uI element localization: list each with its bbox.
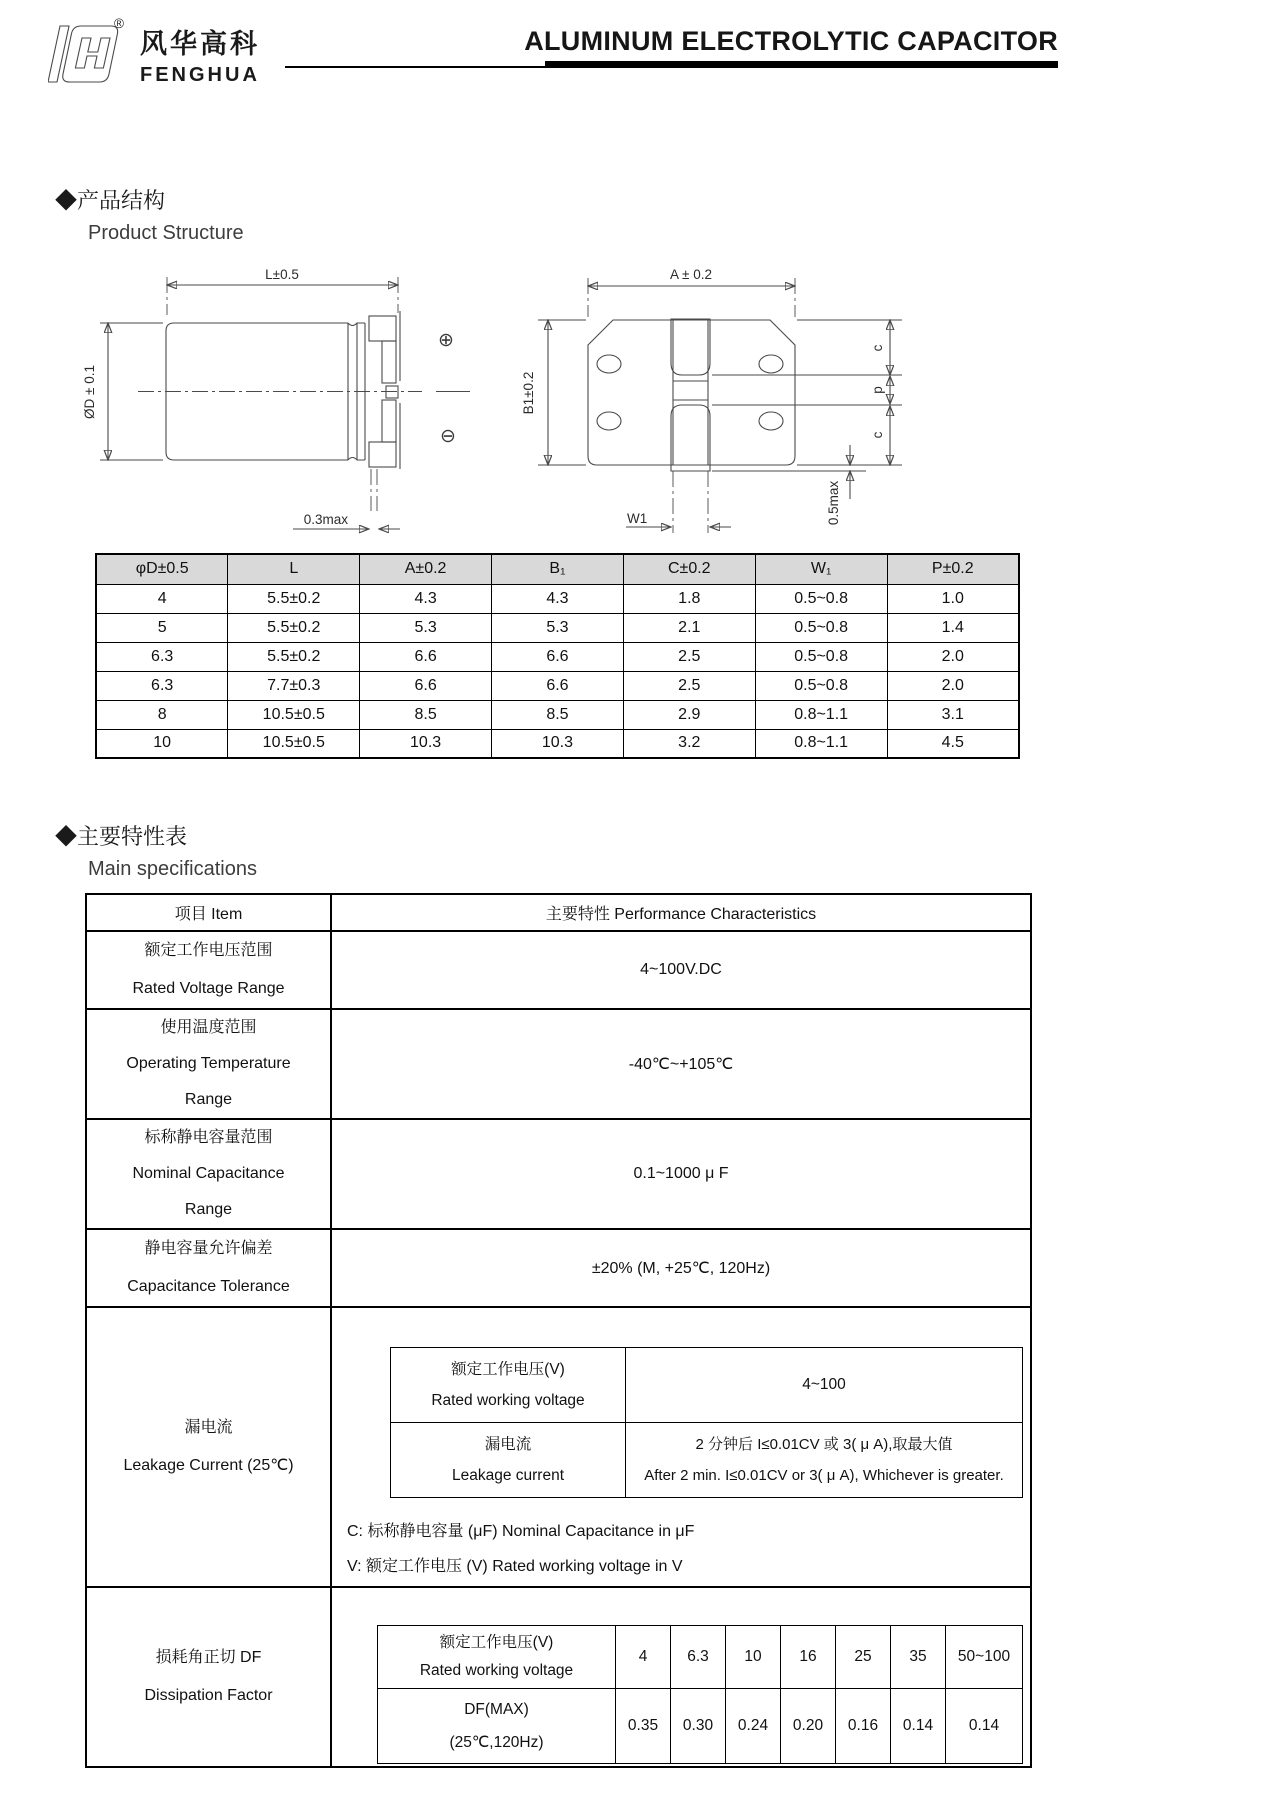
table-row <box>96 584 1019 613</box>
spec-row-dissipation-factor <box>86 1587 1031 1767</box>
leakage-formula-en: After 2 min. I≤0.01CV or 3( μ A), Whichever is greater. <box>644 1466 1004 1484</box>
spec-row-capacitance-tolerance <box>86 1229 1031 1307</box>
leakage-sub-current-en: Leakage current <box>451 1466 565 1484</box>
cap-tolerance-label-cn: 静电容量允许偏差 <box>144 1240 273 1257</box>
dim-cell: 1.8 <box>623 584 755 613</box>
dim-cell: 6.6 <box>360 642 492 671</box>
dim-col-header: W₁ <box>755 554 887 584</box>
leakage-note-c: C: 标称静电容量 (μF) Nominal Capacitance in μF <box>347 1522 695 1540</box>
table-row <box>96 700 1019 729</box>
section-heading-product-structure-cn: ◆产品结构 <box>55 188 166 213</box>
polarity-plus-icon: ⊕ <box>438 330 454 351</box>
drawing-side-view <box>60 253 430 545</box>
spec-row-nominal-capacitance <box>86 1119 1031 1229</box>
leakage-sub-row-current <box>391 1422 1023 1497</box>
section-heading-product-structure-en: Product Structure <box>88 222 244 244</box>
dim-label-a: A ± 0.2 <box>670 267 712 282</box>
main-specs-table-wrap <box>85 893 1032 1768</box>
df-value: 0.30 <box>671 1688 726 1763</box>
leakage-sub-row-voltage <box>391 1347 1023 1422</box>
dim-cell: 2.1 <box>623 613 755 642</box>
dim-cell: 6.6 <box>360 671 492 700</box>
op-temp-label-en1: Operating Temperature <box>126 1055 291 1072</box>
dim-cell: 10.5±0.5 <box>228 700 360 729</box>
table-row <box>96 671 1019 700</box>
df-voltage: 10 <box>726 1625 781 1688</box>
dim-col-header: A±0.2 <box>360 554 492 584</box>
dim-label-p: p <box>870 386 885 394</box>
dim-cell: 6.6 <box>492 671 624 700</box>
rated-voltage-label-en: Rated Voltage Range <box>132 980 285 997</box>
dim-cell: 0.5~0.8 <box>755 584 887 613</box>
df-label-en: Dissipation Factor <box>144 1687 273 1704</box>
df-value: 0.14 <box>946 1688 1023 1763</box>
dimension-table <box>95 553 1020 759</box>
main-specs-table <box>85 893 1032 1768</box>
rated-voltage-label-cn: 额定工作电压范围 <box>144 942 273 959</box>
spec-header-row <box>86 894 1031 931</box>
leakage-sub-voltage-value: 4~100 <box>626 1347 1023 1422</box>
dim-cell: 5.3 <box>492 613 624 642</box>
header-rule-thick <box>545 61 1058 66</box>
df-voltage: 6.3 <box>671 1625 726 1688</box>
df-sub-header-row <box>378 1625 1023 1688</box>
dim-cell: 6.3 <box>96 671 228 700</box>
leakage-label-en: Leakage Current (25℃) <box>123 1457 294 1474</box>
df-sub-voltage-en: Rated working voltage <box>419 1661 574 1679</box>
table-row <box>96 642 1019 671</box>
dim-cell: 3.1 <box>887 700 1019 729</box>
nominal-cap-label-en1: Nominal Capacitance <box>132 1165 285 1182</box>
registered-mark: ® <box>114 16 124 31</box>
dim-cell: 5 <box>96 613 228 642</box>
dim-label-c-bottom: c <box>870 431 885 439</box>
dim-cell: 4.3 <box>492 584 624 613</box>
dim-cell: 0.5~0.8 <box>755 642 887 671</box>
df-sub-table <box>377 1625 1023 1764</box>
leakage-formula-cn: 2 分钟后 I≤0.01CV 或 3( μ A),取最大值 <box>695 1435 953 1453</box>
rated-voltage-value: 4~100V.DC <box>331 931 1031 1009</box>
dim-cell: 0.8~1.1 <box>755 700 887 729</box>
df-voltage: 25 <box>836 1625 891 1688</box>
dim-label-diameter: ØD ± 0.1 <box>82 365 97 419</box>
table-row <box>96 729 1019 758</box>
page-title: ALUMINUM ELECTROLYTIC CAPACITOR <box>524 26 1058 56</box>
dim-col-header: C±0.2 <box>623 554 755 584</box>
dim-label-length: L±0.5 <box>265 267 299 282</box>
df-max-label: DF(MAX) <box>464 1700 529 1718</box>
op-temp-label-cn: 使用温度范围 <box>160 1019 257 1036</box>
df-voltage: 16 <box>781 1625 836 1688</box>
dimension-table-wrap <box>95 553 1022 759</box>
nominal-cap-label-cn: 标称静电容量范围 <box>144 1129 273 1146</box>
dim-cell: 10.5±0.5 <box>228 729 360 758</box>
df-voltage: 35 <box>891 1625 946 1688</box>
section-heading-main-specs-cn: ◆主要特性表 <box>55 824 188 849</box>
dim-cell: 2.9 <box>623 700 755 729</box>
df-value: 0.20 <box>781 1688 836 1763</box>
dim-col-header: P±0.2 <box>887 554 1019 584</box>
dim-cell: 4 <box>96 584 228 613</box>
dim-label-w1: W1 <box>627 511 648 526</box>
header-rule-thin <box>285 66 1058 68</box>
dim-cell: 4.3 <box>360 584 492 613</box>
dim-label-c-top: c <box>870 344 885 352</box>
dim-cell: 8.5 <box>360 700 492 729</box>
dim-label-standoff: 0.5max <box>826 480 841 526</box>
dim-cell: 10.3 <box>360 729 492 758</box>
dim-cell: 2.5 <box>623 642 755 671</box>
dim-cell: 6.3 <box>96 642 228 671</box>
dim-col-header: B₁ <box>492 554 624 584</box>
df-value: 0.24 <box>726 1688 781 1763</box>
dim-cell: 6.6 <box>492 642 624 671</box>
spec-row-operating-temperature <box>86 1009 1031 1119</box>
cap-tolerance-value: ±20% (M, +25℃, 120Hz) <box>331 1229 1031 1307</box>
polarity-minus-icon: ⊖ <box>440 426 456 447</box>
leakage-label-cn: 漏电流 <box>184 1419 233 1436</box>
df-sub-voltage-cn: 额定工作电压(V) <box>439 1633 554 1651</box>
df-sub-value-row <box>378 1688 1023 1763</box>
dim-cell: 2.5 <box>623 671 755 700</box>
dim-cell: 1.4 <box>887 613 1019 642</box>
dim-label-b1: B1±0.2 <box>521 371 536 415</box>
df-value: 0.35 <box>616 1688 671 1763</box>
nominal-cap-label-en2: Range <box>184 1201 233 1218</box>
dim-cell: 7.7±0.3 <box>228 671 360 700</box>
leakage-sub-voltage-cn: 额定工作电压(V) <box>451 1360 565 1378</box>
dim-cell: 10 <box>96 729 228 758</box>
brand-name-cn: 风华高科 <box>140 29 260 59</box>
op-temp-value: -40℃~+105℃ <box>331 1009 1031 1119</box>
leakage-sub-voltage-en: Rated working voltage <box>431 1391 585 1409</box>
dim-cell: 0.8~1.1 <box>755 729 887 758</box>
brand-name-en: FENGHUA <box>140 64 260 86</box>
dim-cell: 8.5 <box>492 700 624 729</box>
dim-label-gap: 0.3max <box>303 512 348 527</box>
dimension-table-header-row <box>96 554 1019 584</box>
drawing-bottom-view <box>430 253 1045 545</box>
dim-cell: 10.3 <box>492 729 624 758</box>
leakage-notes <box>347 1514 1030 1584</box>
cap-tolerance-label-en: Capacitance Tolerance <box>127 1278 290 1295</box>
leakage-note-v: V: 额定工作电压 (V) Rated working voltage in V <box>347 1557 683 1575</box>
spec-row-rated-voltage <box>86 931 1031 1009</box>
dim-cell: 5.5±0.2 <box>228 642 360 671</box>
dim-cell: 8 <box>96 700 228 729</box>
dim-cell: 5.5±0.2 <box>228 584 360 613</box>
dim-col-header: L <box>228 554 360 584</box>
dim-cell: 3.2 <box>623 729 755 758</box>
spec-header-item: 项目 Item <box>86 894 331 931</box>
df-value: 0.14 <box>891 1688 946 1763</box>
leakage-sub-table <box>390 1347 1023 1498</box>
dim-cell: 5.3 <box>360 613 492 642</box>
df-label-cn: 损耗角正切 DF <box>155 1649 262 1666</box>
df-value: 0.16 <box>836 1688 891 1763</box>
dim-cell: 0.5~0.8 <box>755 671 887 700</box>
dim-col-header: φD±0.5 <box>96 554 228 584</box>
section-heading-main-specs-en: Main specifications <box>88 858 257 880</box>
df-condition-label: (25℃,120Hz) <box>449 1733 544 1751</box>
op-temp-label-en2: Range <box>184 1091 233 1108</box>
spec-row-leakage-current <box>86 1307 1031 1587</box>
dim-cell: 4.5 <box>887 729 1019 758</box>
df-voltage: 4 <box>616 1625 671 1688</box>
df-voltage: 50~100 <box>946 1625 1023 1688</box>
table-row <box>96 613 1019 642</box>
dim-cell: 2.0 <box>887 671 1019 700</box>
spec-header-characteristics: 主要特性 Performance Characteristics <box>331 894 1031 931</box>
leakage-sub-current-cn: 漏电流 <box>484 1435 532 1453</box>
nominal-cap-value: 0.1~1000 μ F <box>331 1119 1031 1229</box>
dim-cell: 2.0 <box>887 642 1019 671</box>
dim-cell: 5.5±0.2 <box>228 613 360 642</box>
dim-cell: 1.0 <box>887 584 1019 613</box>
dim-cell: 0.5~0.8 <box>755 613 887 642</box>
